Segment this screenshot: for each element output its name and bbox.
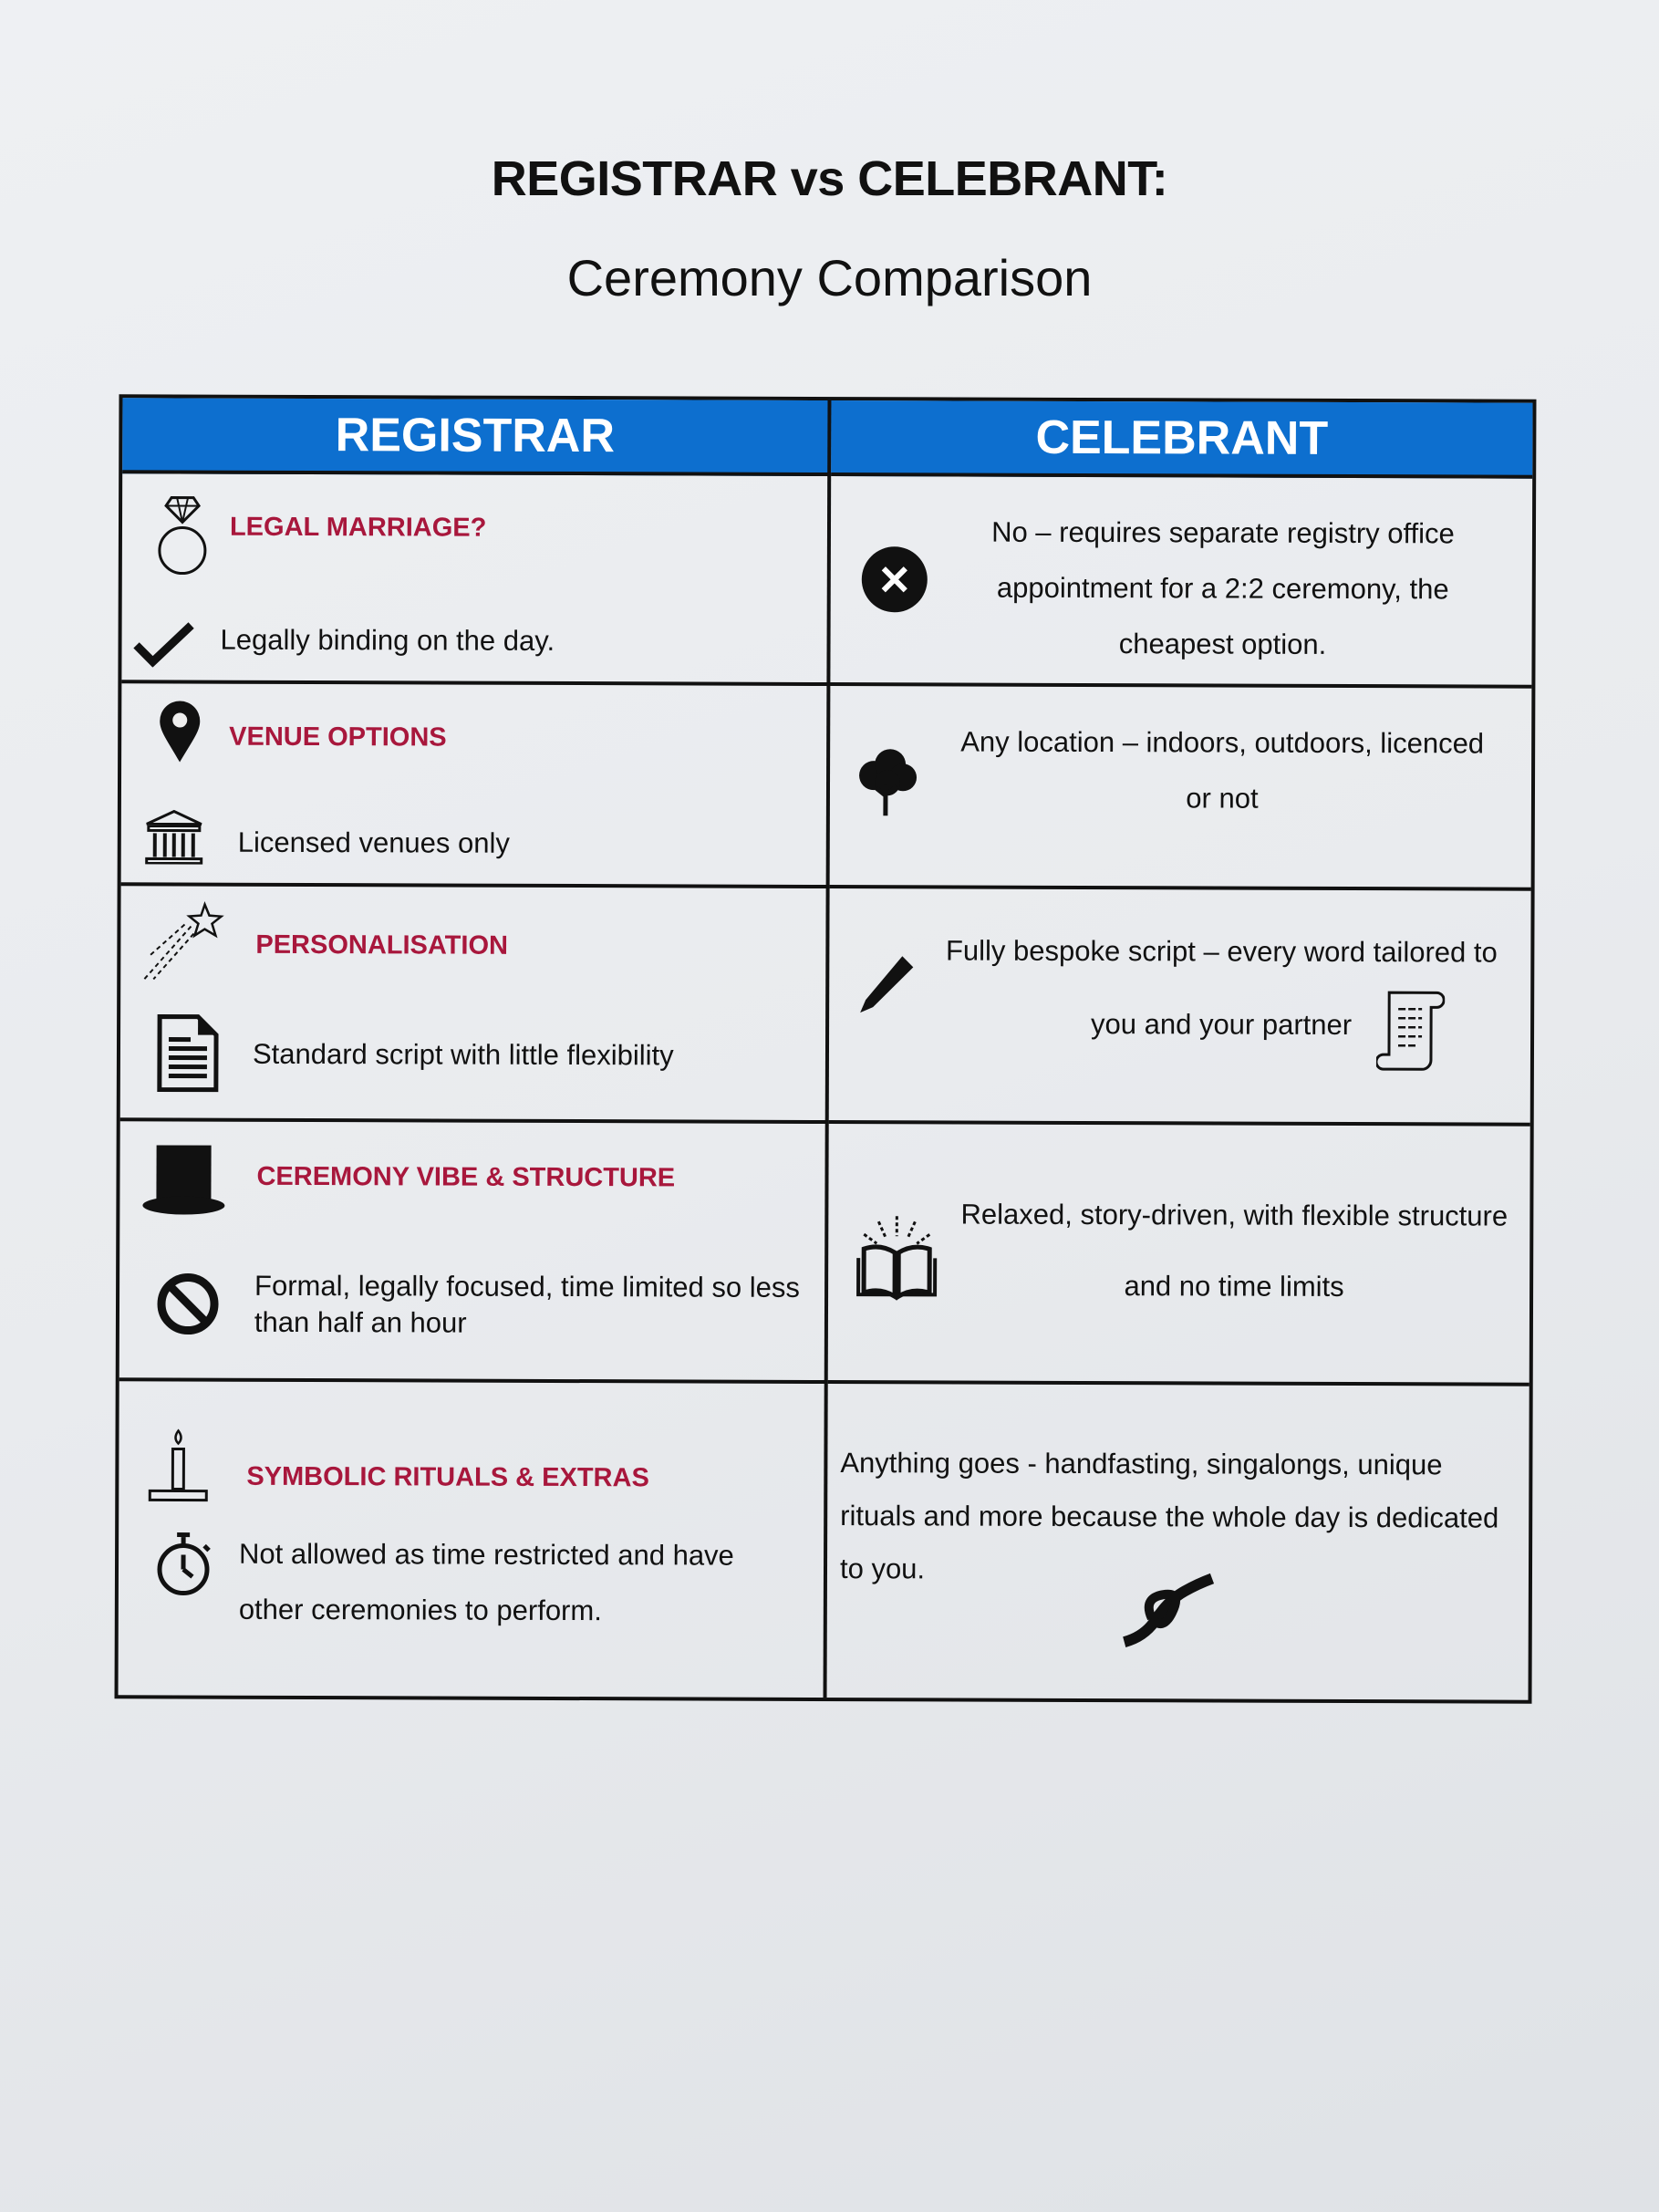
column-header-registrar: REGISTRAR bbox=[122, 398, 831, 476]
registrar-cell-rituals bbox=[119, 1381, 828, 1698]
document-icon bbox=[157, 1013, 219, 1092]
x-circle-icon bbox=[860, 545, 929, 614]
top-hat-icon bbox=[140, 1141, 227, 1218]
map-pin-icon bbox=[158, 700, 202, 763]
row-label: LEGAL MARRIAGE? bbox=[229, 512, 487, 543]
celebrant-cell-venue bbox=[830, 686, 1532, 891]
celebrant-text: Fully bespoke script – every word tailored to you and your partner bbox=[945, 934, 1498, 1042]
celebrant-text: Relaxed, story-driven, with flexible structure and no time limits bbox=[960, 1198, 1509, 1303]
open-book-icon bbox=[851, 1210, 942, 1302]
stopwatch-icon bbox=[153, 1529, 213, 1598]
registrar-text: Not allowed as time restricted and have other ceremonies to perform. bbox=[238, 1537, 734, 1627]
scroll-icon bbox=[1376, 989, 1445, 1073]
knot-icon bbox=[1119, 1567, 1219, 1649]
bank-building-icon bbox=[143, 809, 205, 864]
celebrant-cell-vibe bbox=[828, 1124, 1530, 1386]
comparison-table bbox=[115, 394, 1537, 1703]
celebrant-cell-personalisation bbox=[829, 888, 1531, 1127]
registrar-cell-legal bbox=[121, 473, 831, 686]
candle-icon bbox=[146, 1427, 210, 1509]
ring-icon bbox=[155, 493, 210, 580]
registrar-text: Licensed venues only bbox=[237, 826, 511, 859]
registrar-text: Formal, legally focused, time limited so less than half an hour bbox=[254, 1269, 800, 1339]
registrar-cell-venue bbox=[121, 683, 831, 888]
document-title: REGISTRAR vs CELEBRANT: bbox=[491, 151, 1168, 206]
registrar-text: Standard script with little flexibility bbox=[252, 1037, 674, 1072]
row-label: CEREMONY VIBE & STRUCTURE bbox=[256, 1161, 676, 1193]
pencil-icon bbox=[856, 952, 917, 1016]
celebrant-text: Anything goes - handfasting, singalongs, unique rituals and more because the whole day is dedicated to you. bbox=[839, 1447, 1499, 1585]
row-label: PERSONALISATION bbox=[255, 929, 509, 961]
celebrant-cell-rituals bbox=[827, 1384, 1529, 1700]
column-header-celebrant: CELEBRANT bbox=[831, 400, 1532, 479]
prohibited-icon bbox=[156, 1272, 220, 1335]
row-label: SYMBOLIC RITUALS & EXTRAS bbox=[246, 1461, 649, 1493]
row-label: VENUE OPTIONS bbox=[229, 722, 447, 753]
celebrant-text: Any location – indoors, outdoors, licenced or not bbox=[960, 725, 1485, 815]
checkmark-icon bbox=[132, 621, 196, 667]
shooting-star-icon bbox=[140, 900, 224, 984]
registrar-cell-vibe bbox=[119, 1121, 829, 1384]
registrar-cell-personalisation bbox=[120, 886, 830, 1124]
celebrant-text: No – requires separate registry office appointment for a 2:2 ceremony, the cheapest option. bbox=[991, 515, 1455, 660]
document-subtitle: Ceremony Comparison bbox=[566, 249, 1093, 306]
registrar-text: Legally binding on the day. bbox=[220, 623, 555, 657]
tree-icon bbox=[855, 748, 919, 816]
celebrant-cell-legal bbox=[830, 476, 1532, 689]
